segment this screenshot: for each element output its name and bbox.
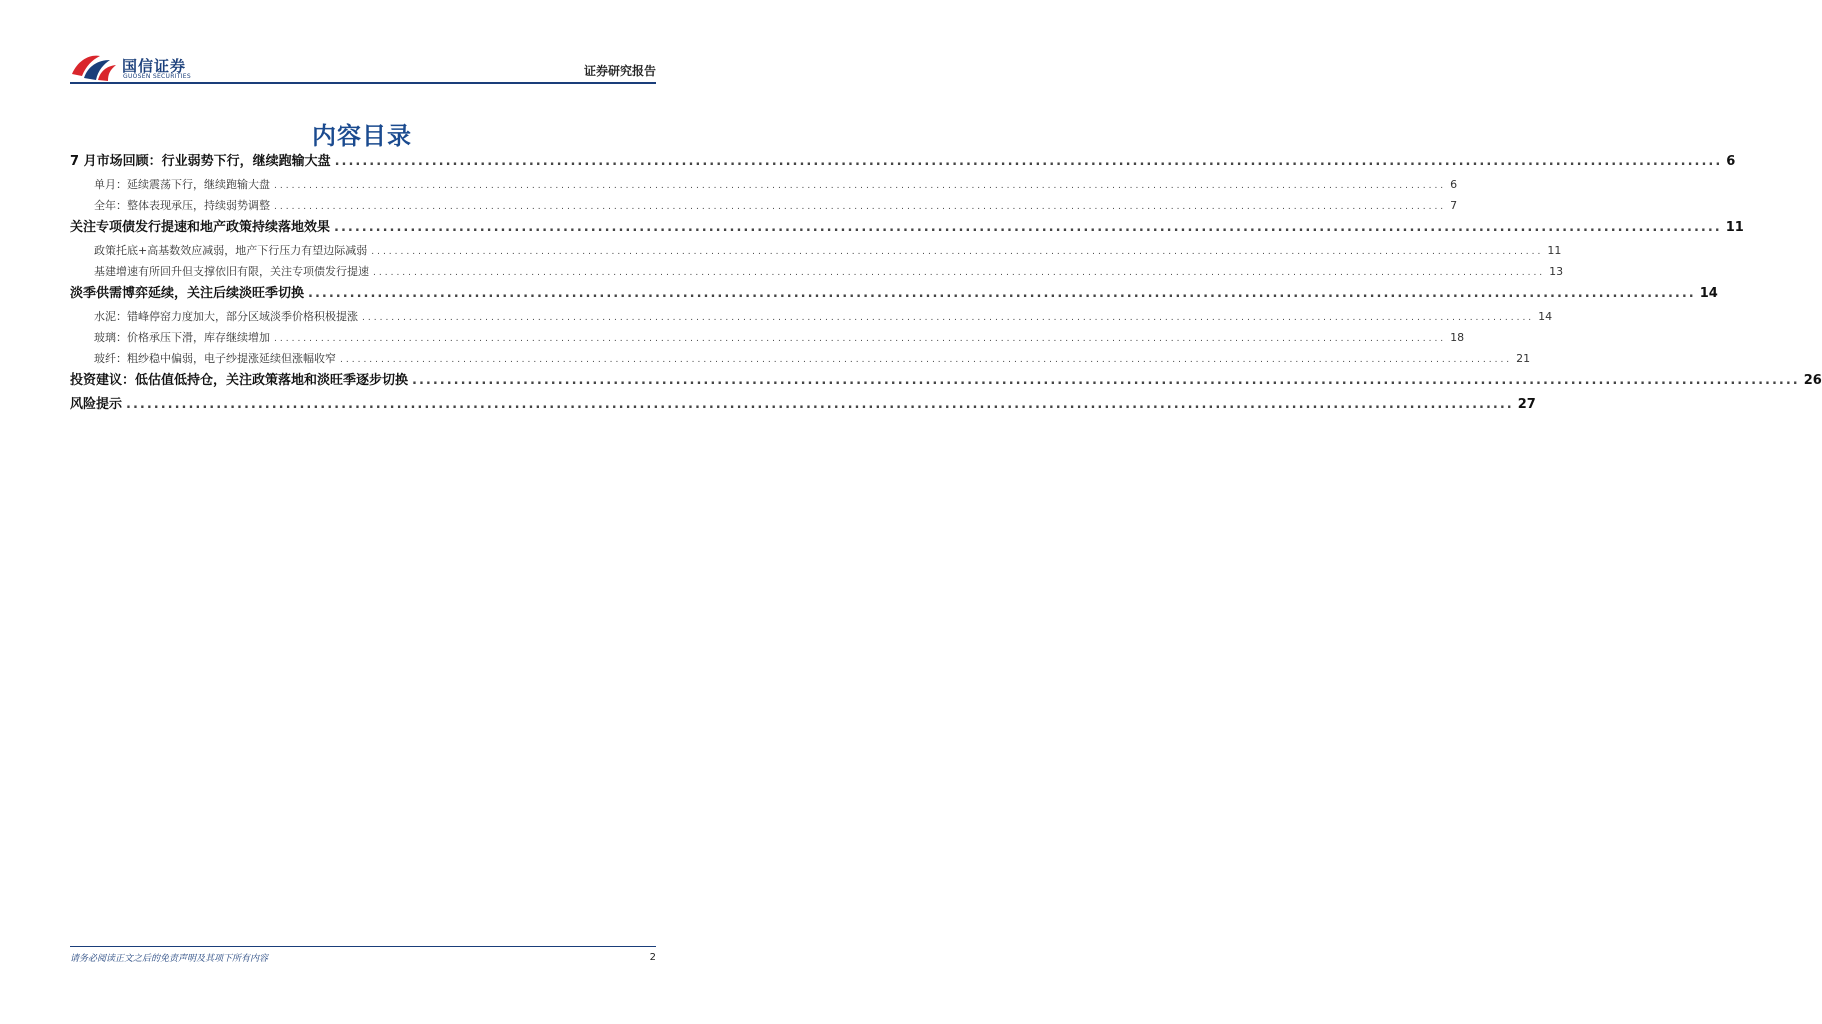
- toc-entry-section[interactable]: [70, 216, 1744, 240]
- toc-entry-page: 26: [1803, 373, 1822, 388]
- toc-leader-dots: ........................................................................................................................................................................................................: [371, 247, 1544, 257]
- toc-leader-dots: ........................................................................................................................................................................................................: [373, 268, 1546, 278]
- page-number: 2: [649, 952, 656, 963]
- toc-entry-page: 6: [1450, 178, 1458, 191]
- toc-entry-title: 风险提示: [70, 397, 123, 412]
- toc-entry-title: 关注专项债发行提速和地产政策持续落地效果: [70, 220, 331, 235]
- toc-entry-title: 7 月市场回顾：行业弱势下行，继续跑输大盘: [70, 154, 331, 169]
- page-header: [70, 50, 656, 84]
- toc-leader-dots: ........................................................................................................................................................................................................: [334, 154, 1723, 169]
- toc-entry-subsection[interactable]: [70, 240, 1562, 261]
- toc-entry-title: 全年：整体表现承压，持续弱势调整: [94, 199, 270, 212]
- toc-leader-dots: ........................................................................................................................................................................................................: [274, 202, 1447, 212]
- toc-entry-title: 玻璃：价格承压下滑，库存继续增加: [94, 331, 270, 344]
- page-title: 内容目录: [312, 122, 412, 150]
- toc-entry-page: 11: [1725, 220, 1744, 235]
- toc-entry-subsection[interactable]: [70, 195, 1458, 216]
- toc-entry-subsection[interactable]: [70, 348, 1531, 369]
- toc-entry-section[interactable]: [70, 282, 1718, 306]
- toc-entry-title: 淡季供需博弈延续，关注后续淡旺季切换: [70, 286, 305, 301]
- toc-entry-subsection[interactable]: [70, 261, 1564, 282]
- toc-entry-subsection[interactable]: [70, 327, 1465, 348]
- footer-divider: [70, 946, 656, 947]
- toc-entry-page: 18: [1450, 331, 1465, 344]
- toc-entry-section[interactable]: [70, 393, 1536, 417]
- toc-entry-page: 21: [1516, 352, 1531, 365]
- toc-entry-title: 水泥：错峰停窑力度加大，部分区域淡季价格积极提涨: [94, 310, 358, 323]
- header-divider: [70, 82, 656, 84]
- toc-leader-dots: ........................................................................................................................................................................................................: [340, 355, 1513, 365]
- report-type-label: 证券研究报告: [583, 64, 656, 78]
- toc-entry-page: 27: [1517, 397, 1536, 412]
- toc-entry-subsection[interactable]: [70, 306, 1553, 327]
- company-name-cn: 国信证券: [122, 57, 187, 75]
- company-logo: [70, 52, 200, 82]
- table-of-contents: [70, 150, 1822, 417]
- toc-leader-dots: ........................................................................................................................................................................................................: [362, 313, 1535, 323]
- guosen-logo-icon: [70, 52, 118, 82]
- toc-entry-page: 14: [1699, 286, 1718, 301]
- company-name-en: GUOSEN SECURITIES: [123, 73, 192, 80]
- toc-leader-dots: ........................................................................................................................................................................................................: [412, 373, 1800, 388]
- toc-entry-section[interactable]: [70, 369, 1822, 393]
- toc-entry-title: 玻纤：粗纱稳中偏弱，电子纱提涨延续但涨幅收窄: [94, 352, 336, 365]
- toc-entry-title: 政策托底+高基数效应减弱，地产下行压力有望边际减弱: [94, 244, 368, 257]
- toc-leader-dots: ........................................................................................................................................................................................................: [126, 397, 1514, 412]
- toc-entry-title: 基建增速有所回升但支撑依旧有限，关注专项债发行提速: [94, 265, 369, 278]
- toc-entry-page: 14: [1538, 310, 1553, 323]
- toc-leader-dots: ........................................................................................................................................................................................................: [308, 286, 1696, 301]
- toc-entry-subsection[interactable]: [70, 174, 1458, 195]
- toc-entry-page: 7: [1450, 199, 1458, 212]
- toc-entry-title: 单月：延续震荡下行，继续跑输大盘: [94, 178, 270, 191]
- toc-entry-title: 投资建议：低估值低持仓，关注政策落地和淡旺季逐步切换: [70, 373, 409, 388]
- footer-disclaimer: 请务必阅读正文之后的免责声明及其项下所有内容: [70, 954, 269, 964]
- toc-leader-dots: ........................................................................................................................................................................................................: [274, 334, 1447, 344]
- toc-entry-page: 13: [1549, 265, 1564, 278]
- toc-entry-page: 11: [1547, 244, 1562, 257]
- toc-entry-section[interactable]: [70, 150, 1736, 174]
- toc-leader-dots: ........................................................................................................................................................................................................: [334, 220, 1722, 235]
- toc-entry-page: 6: [1726, 154, 1736, 169]
- toc-leader-dots: ........................................................................................................................................................................................................: [274, 181, 1447, 191]
